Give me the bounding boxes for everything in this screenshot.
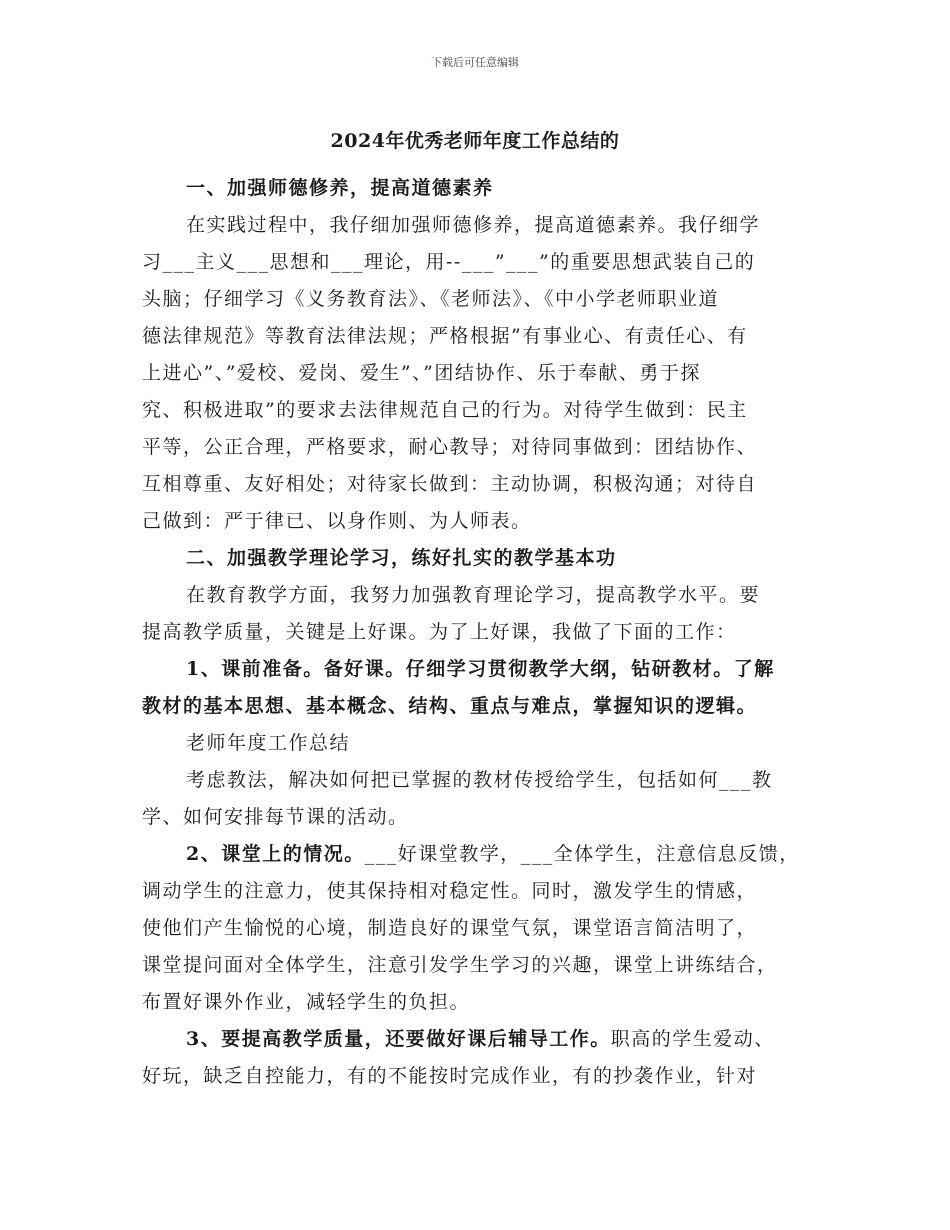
paragraph-line: 调动学生的注意力，使其保持相对稳定性。同时，激发学生的情感， xyxy=(142,880,758,902)
bold-lead-text: 2、课堂上的情况。 xyxy=(186,843,365,865)
section-heading: 一、加强师德修养，提高道德素养 xyxy=(186,177,494,199)
paragraph-line: 课堂提问面对全体学生，注意引发学生学习的兴趣，课堂上讲练结合， xyxy=(142,954,778,976)
paragraph-line xyxy=(142,1021,812,1058)
paragraph-line: 互相尊重、友好相处；对待家长做到：主动协调，积极沟通；对待自 xyxy=(142,473,758,495)
paragraph-line: 在实践过程中，我仔细加强师德修养，提高道德素养。我仔细学 xyxy=(186,214,761,236)
paragraph-line xyxy=(142,836,812,873)
paragraph-line: 教材的基本思想、基本概念、结构、重点与难点，掌握知识的逻辑。 xyxy=(142,695,758,717)
paragraph-line: 平等，公正合理，严格要求，耐心教导；对待同事做到：团结协作、 xyxy=(142,436,758,458)
page-header-note: 下载后可任意编辑 xyxy=(431,56,519,69)
paragraph-line: 老师年度工作总结 xyxy=(186,732,351,754)
bold-lead-text: 3、要提高教学质量，还要做好课后辅导工作。 xyxy=(186,1028,611,1050)
paragraph-line: 习___主义___思想和___理论，用--___”___”的重要思想武装自己的 xyxy=(142,251,756,273)
paragraph-line: 上进心”、”爱校、爱岗、爱生”、”团结协作、乐于奉献、勇于探 xyxy=(142,362,701,384)
paragraph-line: 提高教学质量，关键是上好课。为了上好课，我做了下面的工作： xyxy=(142,621,737,643)
document-title: 2024年优秀老师年度工作总结的 xyxy=(330,130,620,152)
document-body xyxy=(142,170,812,1095)
paragraph-line: 好玩，缺乏自控能力，有的不能按时完成作业，有的抄袭作业，针对 xyxy=(142,1065,758,1087)
paragraph-line: 学、如何安排每节课的活动。 xyxy=(142,806,409,828)
section-heading: 二、加强教学理论学习，练好扎实的教学基本功 xyxy=(186,547,617,569)
paragraph-line: 考虑教法，解决如何把已掌握的教材传授给学生，包括如何___教 xyxy=(186,769,773,791)
paragraph-line: 在教育教学方面，我努力加强教育理论学习，提高教学水平。要 xyxy=(186,584,761,606)
paragraph-line: 布置好课外作业，减轻学生的负担。 xyxy=(142,991,471,1013)
paragraph-line: 己做到：严于律已、以身作则、为人师表。 xyxy=(142,510,532,532)
paragraph-line: 德法律规范》等教育法律法规；严格根据”有事业心、有责任心、有 xyxy=(142,325,748,347)
paragraph-line: 1、课前准备。备好课。仔细学习贯彻教学大纲，钻研教材。了解 xyxy=(186,658,775,680)
paragraph-line: 究、积极进取”的要求去法律规范自己的行为。对待学生做到：民主 xyxy=(142,399,748,421)
line-rest-text: 职高的学生爱动、 xyxy=(610,1028,775,1050)
paragraph-line: 头脑；仔细学习《义务教育法》、《老师法》、《中小学老师职业道 xyxy=(142,288,720,310)
line-rest-text: ___好课堂教学，___全体学生，注意信息反馈， xyxy=(364,843,800,865)
paragraph-line: 使他们产生愉悦的心境，制造良好的课堂气氛，课堂语言简洁明了， xyxy=(142,917,758,939)
